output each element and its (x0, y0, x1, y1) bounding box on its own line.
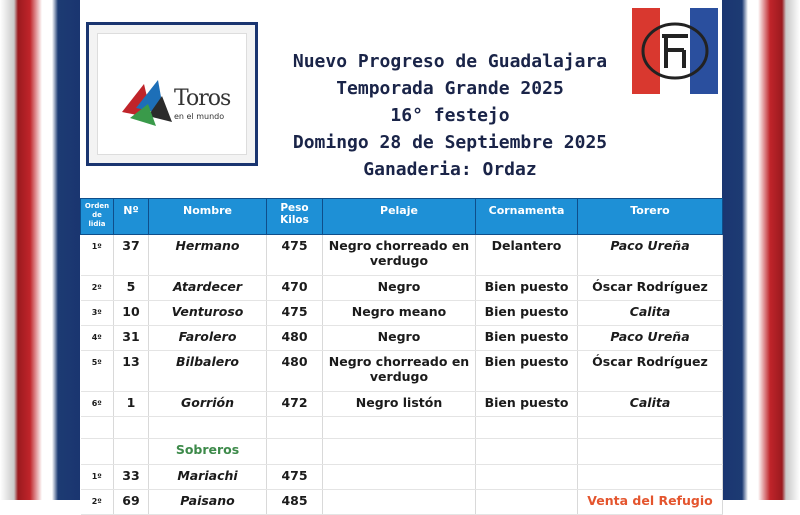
coat-cell: Negro (323, 326, 476, 351)
bullfighter-cell: Óscar Rodríguez (578, 276, 723, 301)
horns-cell: Bien puesto (476, 301, 578, 326)
number-cell: 33 (114, 465, 149, 490)
table-row (81, 235, 723, 276)
weight-cell: 472 (267, 392, 323, 417)
horns-cell: Bien puesto (476, 392, 578, 417)
coat-cell: Negro listón (323, 392, 476, 417)
order-cell: 1º (81, 235, 114, 276)
bullfighter-cell: Óscar Rodríguez (578, 351, 723, 392)
order-cell: 3º (81, 301, 114, 326)
name-cell: Paisano (149, 490, 267, 515)
bullfighter-cell: Paco Ureña (578, 235, 723, 276)
poster-sheet (80, 0, 722, 508)
name-cell: Gorrión (149, 392, 267, 417)
table-row (81, 490, 723, 515)
season-title: Temporada Grande 2025 (336, 78, 564, 99)
horns-cell: Delantero (476, 235, 578, 276)
order-cell: 4º (81, 326, 114, 351)
name-cell: Bilbalero (149, 351, 267, 392)
coat-cell: Negro chorreado en verdugo (323, 235, 476, 276)
table-row (81, 465, 723, 490)
flag-emblem (632, 8, 718, 94)
bullfighter-cell: Paco Ureña (578, 326, 723, 351)
bullfighter-cell: Calita (578, 301, 723, 326)
name-cell: Hermano (149, 235, 267, 276)
number-cell: 69 (114, 490, 149, 515)
number-cell: 5 (114, 276, 149, 301)
weight-cell: 480 (267, 351, 323, 392)
empty-row (81, 417, 723, 439)
col-weight-header: Peso Kilos (267, 199, 323, 235)
horns-cell: Bien puesto (476, 351, 578, 392)
table-row (81, 326, 723, 351)
number-cell: 13 (114, 351, 149, 392)
coat-cell: Negro meano (323, 301, 476, 326)
name-cell: Atardecer (149, 276, 267, 301)
weight-cell: 485 (267, 490, 323, 515)
logo-wordmark: Toros (174, 86, 231, 111)
col-coat-header: Pelaje (323, 199, 476, 235)
coat-cell: Negro chorreado en verdugo (323, 351, 476, 392)
right-flag-frame (720, 0, 800, 500)
event-date: Domingo 28 de Septiembre 2025 (292, 132, 608, 153)
ganaderia-name: Ganaderia: Ordaz (363, 159, 537, 180)
weight-cell: 475 (267, 301, 323, 326)
name-cell: Mariachi (149, 465, 267, 490)
weight-cell: 480 (267, 326, 323, 351)
col-horns-header: Cornamenta (476, 199, 578, 235)
order-cell: 2º (81, 276, 114, 301)
name-cell: Venturoso (149, 301, 267, 326)
col-order-header: Orden de lidia (81, 199, 114, 235)
order-cell: 2º (81, 490, 114, 515)
name-cell: Farolero (149, 326, 267, 351)
plaza-title: Nuevo Progreso de Guadalajara (292, 51, 608, 72)
order-cell: 1º (81, 465, 114, 490)
sobreros-row (81, 439, 723, 465)
table-row (81, 301, 723, 326)
coat-cell: Negro (323, 276, 476, 301)
ganaderia-note-cell: Venta del Refugio (578, 490, 723, 515)
table-row (81, 351, 723, 392)
weight-cell: 475 (267, 465, 323, 490)
number-cell: 31 (114, 326, 149, 351)
bull-logo-icon (122, 78, 174, 128)
bull-lineup-table (80, 198, 723, 515)
number-cell: 1 (114, 392, 149, 417)
weight-cell: 470 (267, 276, 323, 301)
table-header-row (81, 199, 723, 235)
col-number-header: Nº (114, 199, 149, 235)
col-bullfighter-header: Torero (578, 199, 723, 235)
number-cell: 10 (114, 301, 149, 326)
weight-cell: 475 (267, 235, 323, 276)
festejo-number: 16° festejo (390, 105, 510, 126)
horns-cell: Bien puesto (476, 326, 578, 351)
col-name-header: Nombre (149, 199, 267, 235)
sobreros-label: Sobreros (149, 439, 267, 465)
horns-cell: Bien puesto (476, 276, 578, 301)
order-cell: 6º (81, 392, 114, 417)
emblem-icon (640, 22, 710, 80)
left-flag-frame (0, 0, 80, 500)
event-heading (260, 48, 640, 183)
order-cell: 5º (81, 351, 114, 392)
bullfighter-cell: Calita (578, 392, 723, 417)
table-row (81, 392, 723, 417)
number-cell: 37 (114, 235, 149, 276)
table-row (81, 276, 723, 301)
logo-tagline: en el mundo (174, 112, 225, 121)
